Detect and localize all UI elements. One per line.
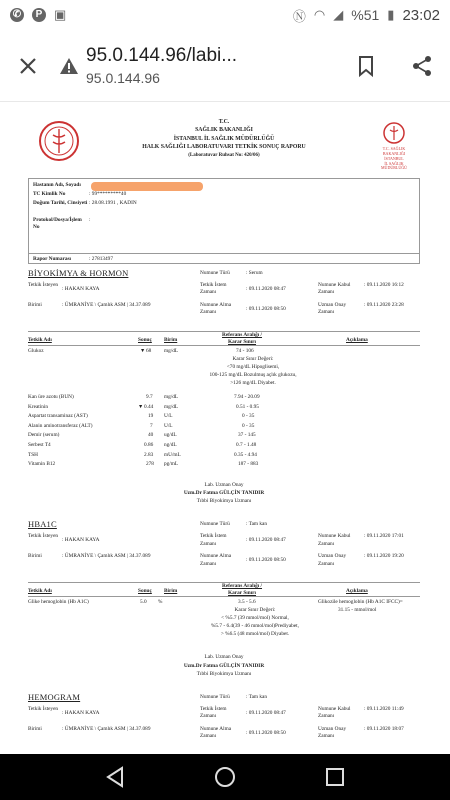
lab-report xyxy=(28,112,420,780)
header-line-1: T.C. xyxy=(218,119,230,125)
not-secure-warning[interactable] xyxy=(56,30,82,102)
table-row: Demir (serum) 40 ug/dL 37 - 145 xyxy=(28,432,256,439)
url-title: 95.0.144.96/labi... xyxy=(86,45,238,66)
column-header: Tetkik Adı Sonuç Birim Referans Aralığı / Karar Sınırı Açıklama xyxy=(28,583,420,597)
pinterest-icon: P xyxy=(32,8,46,22)
url-bar[interactable] xyxy=(82,45,338,86)
bookmark-icon xyxy=(358,55,374,77)
header-line-5: (Laboratuvar Ruhsat No: 420/06) xyxy=(188,152,260,158)
signature-block: Lab. Uzman Onay Uzm.Dr Fatma GÜLÇİN TANIDIR Tıbbi Biyokimya Uzmanı xyxy=(183,481,265,505)
status-bar xyxy=(0,0,450,30)
emblem-icon xyxy=(383,122,405,144)
recents-button[interactable] xyxy=(315,757,355,797)
column-header: Tetkik Adı Sonuç Birim Referans Aralığı / Karar Sınırı Açıklama xyxy=(28,332,420,346)
table-row: Kreatinin ▼ 0.44 mg/dL 0.51 - 0.95 xyxy=(28,403,259,410)
battery-percent: %51 xyxy=(351,7,380,23)
document-viewer[interactable] xyxy=(0,102,450,754)
share-icon xyxy=(411,55,433,77)
table-row: Serbest T4 0.86 ng/dL 0.7 - 1.48 xyxy=(28,441,257,448)
nfc-icon: Ⓝ xyxy=(292,8,306,24)
table-row: Alanin aminotransferaz (ALT) 7 U/L 0 - 35 xyxy=(28,422,255,429)
bookmark-button[interactable] xyxy=(338,30,394,102)
section-title: BİYOKİMYA & HORMON xyxy=(28,268,129,278)
istanbul-logo: T.C. SAĞLIK BAKANLIĞI İSTANBUL İL SAĞLIK MÜDÜRLÜĞÜ xyxy=(372,122,416,171)
recents-icon xyxy=(325,767,345,787)
section-hba1c xyxy=(28,519,420,678)
report-number: Rapor Numarası : 27813497 xyxy=(28,254,420,264)
close-tab-button[interactable] xyxy=(0,30,56,102)
android-nav-bar xyxy=(0,754,450,800)
table-row: TSH 2.83 mU/mL 0.35 - 4.94 xyxy=(28,451,257,458)
warning-icon xyxy=(59,57,79,75)
section-meta: Tetkik İsteyen : HAKAN KAYA Birimi : ÜMRANİYE \ Çamlık ASM | 34.37.089 Numune Türü : Tam kan Tetkik İstem Zamanı : 09.11.2020 08:47 Numune Alma Zamanı : 09.11.2020 08:50 Numune Kabul Zamanı : 09.11.2020 11:49 Uzman Onay Zamanı : 09.11.2020 18:07 xyxy=(28,704,420,756)
results-table xyxy=(28,346,420,471)
section-biyokimya xyxy=(28,268,420,505)
patient-info: Hastanın Adı, Soyadı TC Kimlik No : 99*********40 Doğum Tarihi, Cinsiyeti : 28.08.1991 , KADIN Protokol/Dosya/İşlem No : xyxy=(28,178,420,254)
signal-icon: ◢ xyxy=(333,7,344,22)
clock: 23:02 xyxy=(402,6,440,24)
section-meta: Tetkik İsteyen : HAKAN KAYA Birimi : ÜMRANİYE \ Çamlık ASM | 34.37.089 Numune Türü : Serum Tetkik İstem Zamanı : 09.11.2020 08:47 Numune Alma Zamanı : 09.11.2020 08:50 Numune Kabul Zamanı : 09.11.2020 16:12 Uzman Onay Zamanı : 09.11.2020 23:28 xyxy=(28,280,420,332)
table-row: Aspartat transaminaz (AST) 19 U/L 0 - 35 xyxy=(28,413,255,420)
signature-block: Lab. Uzman Onay Uzm.Dr Fatma GÜLÇİN TANIDIR Tıbbi Biyokimya Uzmanı xyxy=(183,654,265,677)
section-title: HEMOGRAM xyxy=(28,691,81,702)
report-title-block xyxy=(28,118,420,159)
back-icon xyxy=(105,766,125,788)
hba1c-note: Karar Sınır Değeri: < %5.7 (39 mmol/mol) Normal, %5.7 - 6.4(39 - 46 mmol/mol)Prediyabet, > %6.5 (48 mmol/mol) Diyabet. xyxy=(211,607,299,638)
back-button[interactable] xyxy=(95,757,135,797)
close-icon xyxy=(18,56,38,76)
results-table xyxy=(28,597,420,647)
share-button[interactable] xyxy=(394,30,450,102)
table-row: Glike hemoglobin (Hb A1C) 5.0 % 3.5 - 5.6 Glikozile hemoglobin (Hb A1C IFCC)= 31.15 - mmol/mol Karar Sınır Değeri: < %5.7 (39 mmol/mol) Normal, %5.7 - 6.4(39 - 46 mmol/mol)Prediyabet, > %6.5 (48 mmol/mol) Diyabet. xyxy=(28,599,403,638)
header-line-4: HALK SAĞLIĞI LABORATUVARI TETKİK SONUÇ RAPORU xyxy=(142,144,306,151)
table-row: Vitamin B12 278 pg/mL 187 - 883 xyxy=(28,461,259,468)
report-header xyxy=(28,112,420,178)
table-row: Kan üre azotu (BUN) 9.7 mg/dL 7.94 - 20.09 xyxy=(28,394,260,400)
table-row: Glukoz ▼ 68 mg/dL 74 - 106 Karar Sınır Değeri: <70 mg/dL Hipoglisemi, 100-125 mg/dL Bozulmuş açlık glukozu, >126 mg/dL Diyabet. xyxy=(28,346,420,394)
image-icon: ▣ xyxy=(54,7,67,22)
wifi-icon: ◠ xyxy=(313,7,326,22)
glukoz-note: Karar Sınır Değeri: <70 mg/dL Hipoglisemi, 100-125 mg/dL Bozulmuş açlık glukozu, >126 mg/dL Diyabet. xyxy=(209,356,297,386)
header-line-2: SAĞLIK BAKANLIĞI xyxy=(195,127,253,134)
home-button[interactable] xyxy=(205,757,245,797)
redacted-name xyxy=(91,182,203,191)
section-meta: Tetkik İsteyen : HAKAN KAYA Birimi : ÜMRANİYE \ Çamlık ASM | 34.37.089 Numune Türü : Tam kan Tetkik İstem Zamanı : 09.11.2020 08:47 Numune Alma Zamanı : 09.11.2020 08:50 Numune Kabul Zamanı : 09.11.2020 17:01 Uzman Onay Zamanı : 09.11.2020 19:20 xyxy=(28,531,420,583)
battery-icon: ▮ xyxy=(387,7,395,22)
section-title: HBA1C xyxy=(28,519,57,530)
home-icon xyxy=(214,766,236,788)
browser-toolbar xyxy=(0,30,450,102)
url-domain: 95.0.144.96 xyxy=(86,70,160,86)
whatsapp-icon: ✆ xyxy=(10,8,24,22)
header-line-3: İSTANBUL İL SAĞLIK MÜDÜRLÜĞÜ xyxy=(173,135,275,142)
